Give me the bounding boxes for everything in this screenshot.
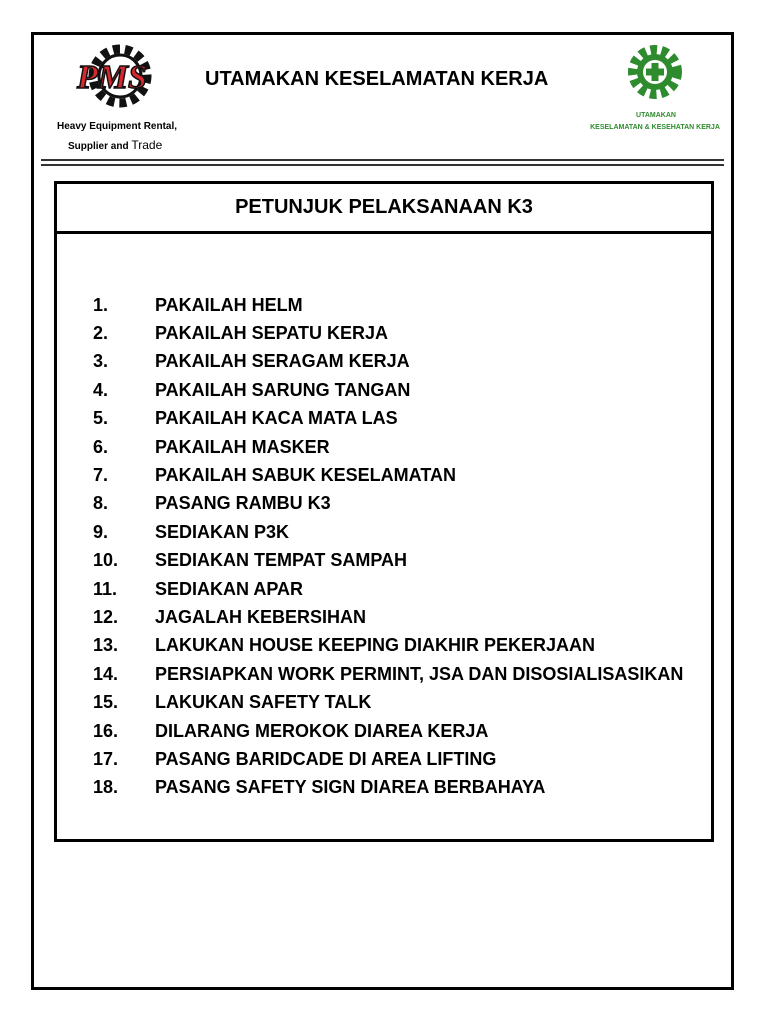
pms-logo-text: PMS xyxy=(77,59,147,96)
item-number: 17. xyxy=(93,748,119,769)
list-item xyxy=(57,575,683,603)
header-title: UTAMAKAN KESELAMATAN KERJA xyxy=(205,68,549,90)
item-number: 10. xyxy=(93,550,119,571)
item-number: 3. xyxy=(93,351,109,372)
list-item xyxy=(57,518,683,546)
list-item xyxy=(57,660,683,688)
item-number: 14. xyxy=(93,663,119,684)
item-number: 6. xyxy=(93,436,109,457)
list-item xyxy=(57,291,683,319)
item-number: 11. xyxy=(93,578,118,599)
item-number: 15. xyxy=(93,692,119,713)
company-tagline-line1: Heavy Equipment Rental, xyxy=(57,121,178,132)
tagline-trade: Trade xyxy=(131,138,163,152)
item-text: PAKAILAH MASKER xyxy=(155,436,330,457)
item-text: SEDIAKAN APAR xyxy=(155,578,304,599)
section-title: PETUNJUK PELAKSANAAN K3 xyxy=(235,196,533,218)
item-number: 12. xyxy=(93,606,119,627)
section-title-bar xyxy=(57,184,711,234)
item-number: 13. xyxy=(93,635,119,656)
pms-logo-icon xyxy=(62,40,162,112)
instruction-list xyxy=(57,291,683,802)
list-item xyxy=(57,688,683,716)
list-item xyxy=(57,774,683,802)
list-item xyxy=(57,405,683,433)
k3-logo-caption-1: UTAMAKAN xyxy=(636,112,676,119)
item-number: 1. xyxy=(93,294,109,315)
item-number: 16. xyxy=(93,720,119,741)
list-item xyxy=(57,745,683,773)
k3-logo-caption-2: KESELAMATAN & KESEHATAN KERJA xyxy=(590,124,720,131)
item-text: PAKAILAH SERAGAM KERJA xyxy=(155,351,410,372)
list-item xyxy=(57,461,683,489)
list-item xyxy=(57,717,683,745)
item-text: LAKUKAN SAFETY TALK xyxy=(155,692,372,713)
item-text: DILARANG MEROKOK DIAREA KERJA xyxy=(155,720,489,741)
item-text: PERSIAPKAN WORK PERMINT, JSA DAN DISOSIALISASIKAN xyxy=(155,663,684,684)
item-number: 5. xyxy=(93,408,109,429)
item-number: 7. xyxy=(93,465,109,486)
company-tagline-line2 xyxy=(68,138,162,152)
instructions-box xyxy=(54,181,714,842)
item-text: PAKAILAH KACA MATA LAS xyxy=(155,408,398,429)
item-number: 2. xyxy=(93,323,109,344)
item-number: 9. xyxy=(93,521,109,542)
k3-gear-cross-icon xyxy=(627,38,683,106)
item-text: JAGALAH KEBERSIHAN xyxy=(155,606,367,627)
list-item xyxy=(57,319,683,347)
item-number: 4. xyxy=(93,379,109,400)
list-item xyxy=(57,490,683,518)
item-number: 18. xyxy=(93,777,119,798)
header-divider-bottom xyxy=(41,164,724,166)
item-text: PASANG RAMBU K3 xyxy=(155,493,331,514)
list-item xyxy=(57,348,683,376)
header-divider-top xyxy=(41,159,724,161)
item-text: SEDIAKAN P3K xyxy=(155,521,290,542)
item-number: 8. xyxy=(93,493,109,514)
item-text: PAKAILAH SARUNG TANGAN xyxy=(155,379,411,400)
tagline-prefix: Supplier and xyxy=(68,141,132,152)
list-item xyxy=(57,632,683,660)
item-text: PASANG SAFETY SIGN DIAREA BERBAHAYA xyxy=(155,777,546,798)
item-text: PAKAILAH SABUK KESELAMATAN xyxy=(155,465,456,486)
item-text: PAKAILAH HELM xyxy=(155,294,303,315)
item-text: PASANG BARIDCADE DI AREA LIFTING xyxy=(155,748,497,769)
item-text: PAKAILAH SEPATU KERJA xyxy=(155,323,389,344)
list-item xyxy=(57,376,683,404)
item-text: SEDIAKAN TEMPAT SAMPAH xyxy=(155,550,407,571)
list-item xyxy=(57,603,683,631)
item-text: LAKUKAN HOUSE KEEPING DIAKHIR PEKERJAAN xyxy=(155,635,596,656)
list-item xyxy=(57,433,683,461)
list-item xyxy=(57,547,683,575)
